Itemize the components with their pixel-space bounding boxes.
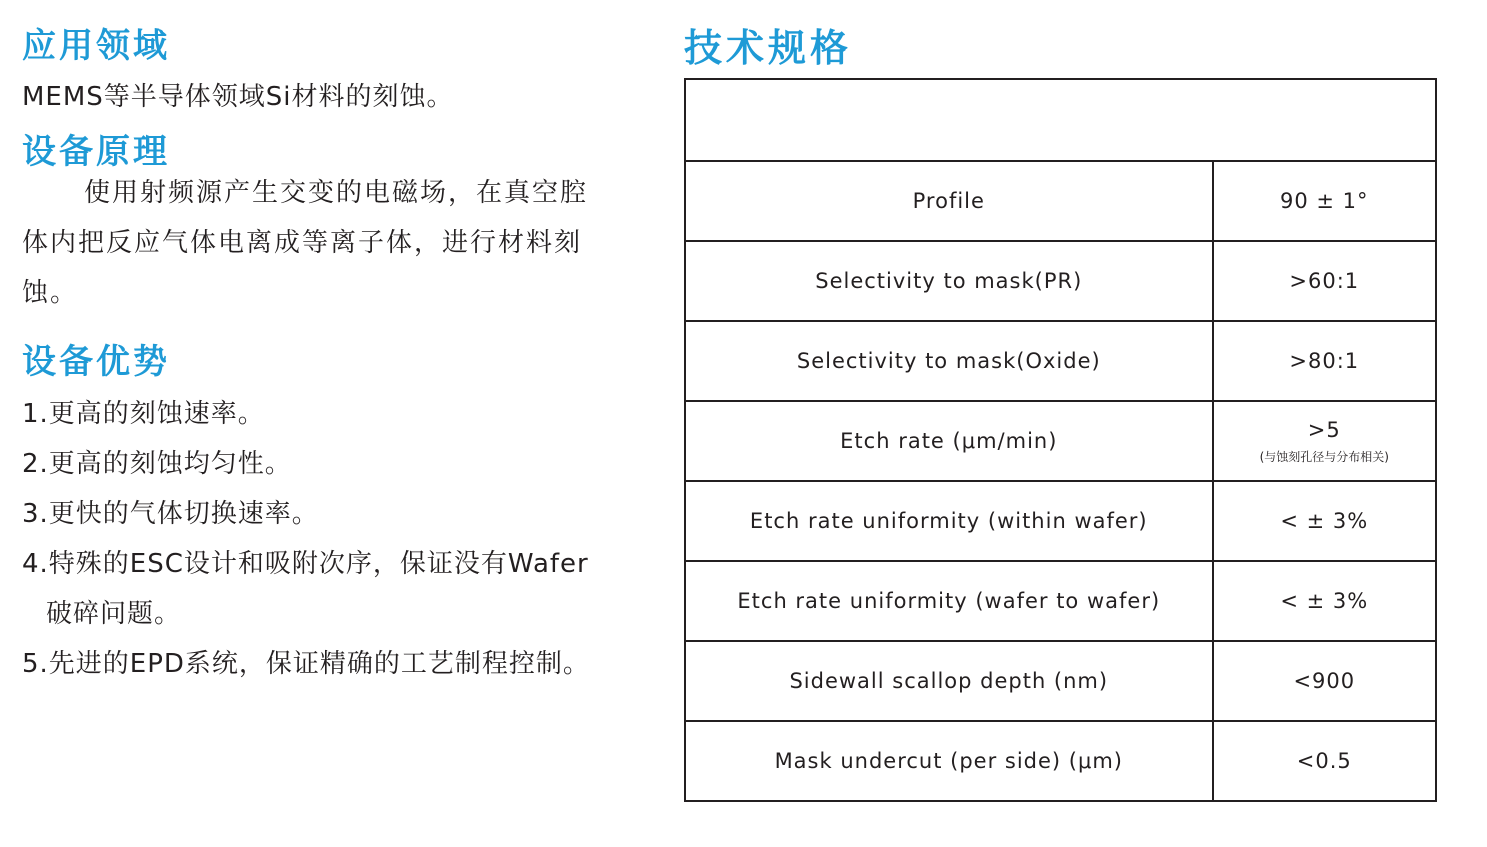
table-row (685, 481, 1436, 561)
spec-param: Selectivity to mask(PR) (685, 241, 1213, 321)
principle-paragraph (22, 168, 588, 318)
spec-param: Etch rate uniformity (wafer to wafer) (685, 561, 1213, 641)
spec-value: < ± 3% (1213, 481, 1436, 561)
table-row (685, 321, 1436, 401)
spec-value: >5 (1307, 417, 1341, 442)
advantage-item: 2.更高的刻蚀均匀性。 (22, 449, 292, 479)
application-heading: 应用领域 (22, 26, 170, 66)
table-row (685, 241, 1436, 321)
spec-value: < ± 3% (1213, 561, 1436, 641)
advantage-item: 3.更快的气体切换速率。 (22, 499, 319, 529)
advantage-item: 5.先进的EPD系统，保证精确的工艺制程控制。 (22, 649, 590, 679)
principle-line-2: 体内把反应气体电离成等离子体，进行材料刻 (22, 228, 583, 258)
spec-value-cell (1213, 401, 1436, 481)
principle-line-1: 使用射频源产生交变的电磁场，在真空腔 (84, 178, 589, 208)
spec-value: <900 (1213, 641, 1436, 721)
spec-value: >80:1 (1213, 321, 1436, 401)
advantage-item: 4.特殊的ESC设计和吸附次序，保证没有Wafer (22, 549, 589, 579)
spec-param: Profile (685, 161, 1213, 241)
spec-value: 90 ± 1° (1213, 161, 1436, 241)
advantage-item: 1.更高的刻蚀速率。 (22, 399, 265, 429)
application-text: MEMS等半导体领域Si材料的刻蚀。 (22, 82, 454, 112)
spec-param: Mask undercut (per side) (μm) (685, 721, 1213, 801)
spec-param: Selectivity to mask(Oxide) (685, 321, 1213, 401)
specs-heading: 技术规格 (684, 26, 853, 70)
spec-table-header-row (685, 79, 1436, 161)
spec-value-note: (与蚀刻孔径与分布相关) (1259, 449, 1389, 464)
table-row (685, 641, 1436, 721)
table-row (685, 721, 1436, 801)
table-row (685, 161, 1436, 241)
spec-table-header-cell (685, 79, 1436, 161)
principle-line-3: 蚀。 (22, 278, 79, 308)
table-row (685, 561, 1436, 641)
spec-value: <0.5 (1213, 721, 1436, 801)
principle-heading: 设备原理 (22, 132, 170, 172)
spec-value: >60:1 (1213, 241, 1436, 321)
spec-table (684, 78, 1437, 802)
spec-param: Etch rate uniformity (within wafer) (685, 481, 1213, 561)
advantages-heading: 设备优势 (22, 342, 170, 382)
spec-param: Etch rate (μm/min) (685, 401, 1213, 481)
advantage-item-continued: 破碎问题。 (46, 599, 182, 629)
spec-param: Sidewall scallop depth (nm) (685, 641, 1213, 721)
table-row (685, 401, 1436, 481)
